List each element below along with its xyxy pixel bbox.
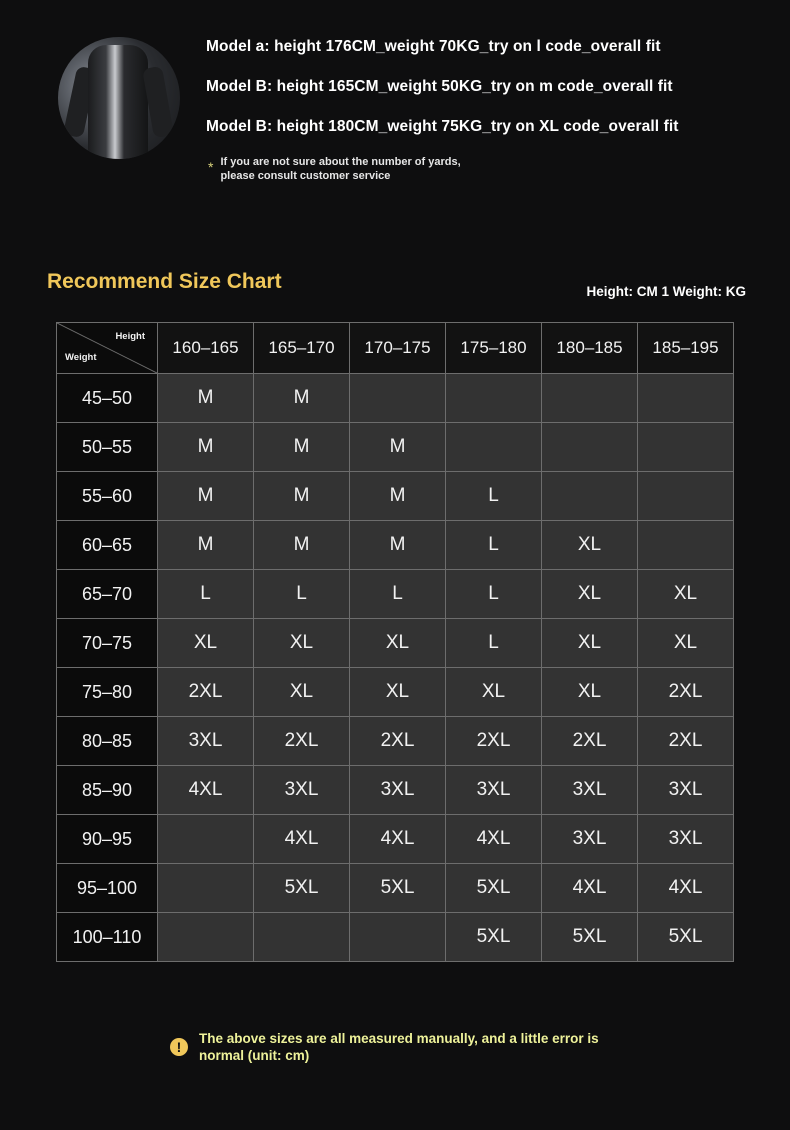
weight-axis-label: Weight xyxy=(65,352,97,363)
size-cell: M xyxy=(350,423,446,472)
size-cell: 4XL xyxy=(542,864,638,913)
consult-note-text: If you are not sure about the number of yards, please consult customer service xyxy=(220,156,461,182)
corner-cell xyxy=(57,323,158,374)
weight-header: 65–70 xyxy=(57,570,158,619)
consult-note xyxy=(208,155,470,183)
size-cell: XL xyxy=(446,668,542,717)
size-cell: XL xyxy=(542,619,638,668)
size-cell: XL xyxy=(542,668,638,717)
table-row xyxy=(57,668,734,717)
size-cell: 3XL xyxy=(254,766,350,815)
size-cell xyxy=(638,423,734,472)
size-cell xyxy=(446,423,542,472)
size-cell: M xyxy=(158,521,254,570)
height-header: 165–170 xyxy=(254,323,350,374)
size-cell: L xyxy=(350,570,446,619)
size-cell: XL xyxy=(638,619,734,668)
size-cell: 2XL xyxy=(638,668,734,717)
table-row xyxy=(57,717,734,766)
model-line: Model B: height 165CM_weight 50KG_try on m code_overall fit xyxy=(206,78,673,95)
size-cell: L xyxy=(446,472,542,521)
size-cell xyxy=(350,913,446,962)
star-icon: * xyxy=(208,159,214,175)
size-cell xyxy=(446,374,542,423)
table-row xyxy=(57,766,734,815)
size-cell: 5XL xyxy=(542,913,638,962)
size-cell: 2XL xyxy=(542,717,638,766)
size-cell: XL xyxy=(254,668,350,717)
size-cell: 3XL xyxy=(158,717,254,766)
size-cell xyxy=(254,913,350,962)
size-cell xyxy=(542,472,638,521)
size-cell: XL xyxy=(158,619,254,668)
size-cell: 3XL xyxy=(446,766,542,815)
model-jacket xyxy=(88,45,148,159)
height-header: 170–175 xyxy=(350,323,446,374)
weight-header: 50–55 xyxy=(57,423,158,472)
height-header: 160–165 xyxy=(158,323,254,374)
size-cell: 5XL xyxy=(350,864,446,913)
size-cell: XL xyxy=(350,668,446,717)
size-cell: XL xyxy=(254,619,350,668)
chart-title: Recommend Size Chart xyxy=(47,270,282,293)
size-cell: 2XL xyxy=(158,668,254,717)
weight-header: 80–85 xyxy=(57,717,158,766)
weight-header: 70–75 xyxy=(57,619,158,668)
size-cell: 2XL xyxy=(350,717,446,766)
size-cell: M xyxy=(158,423,254,472)
size-cell xyxy=(542,423,638,472)
model-line: Model B: height 180CM_weight 75KG_try on XL code_overall fit xyxy=(206,118,679,135)
model-photo xyxy=(58,37,180,159)
table-row xyxy=(57,521,734,570)
table-row xyxy=(57,619,734,668)
size-cell: L xyxy=(446,521,542,570)
measurement-note xyxy=(170,1030,629,1064)
chart-units: Height: CM 1 Weight: KG xyxy=(586,284,746,299)
size-cell: XL xyxy=(350,619,446,668)
model-info xyxy=(206,38,679,158)
size-cell xyxy=(158,864,254,913)
size-cell: 3XL xyxy=(542,766,638,815)
size-cell xyxy=(638,472,734,521)
size-cell: XL xyxy=(638,570,734,619)
size-cell: 4XL xyxy=(638,864,734,913)
size-cell: L xyxy=(446,570,542,619)
weight-header: 45–50 xyxy=(57,374,158,423)
size-cell xyxy=(158,815,254,864)
header-row xyxy=(57,323,734,374)
size-cell: 5XL xyxy=(638,913,734,962)
size-cell: 3XL xyxy=(638,766,734,815)
measurement-note-text: The above sizes are all measured manually, and a little error is normal (unit: cm) xyxy=(199,1031,599,1063)
table-row xyxy=(57,815,734,864)
size-cell xyxy=(350,374,446,423)
size-cell: 4XL xyxy=(158,766,254,815)
size-cell: M xyxy=(254,472,350,521)
weight-header: 95–100 xyxy=(57,864,158,913)
size-cell: M xyxy=(158,472,254,521)
size-cell xyxy=(158,913,254,962)
table-row xyxy=(57,570,734,619)
size-cell: XL xyxy=(542,570,638,619)
size-cell xyxy=(542,374,638,423)
size-cell: M xyxy=(350,472,446,521)
weight-header: 75–80 xyxy=(57,668,158,717)
size-chart-body xyxy=(57,374,734,962)
size-cell: L xyxy=(254,570,350,619)
size-cell: 3XL xyxy=(350,766,446,815)
weight-header: 90–95 xyxy=(57,815,158,864)
size-cell: M xyxy=(158,374,254,423)
table-row xyxy=(57,472,734,521)
size-cell: 5XL xyxy=(446,913,542,962)
size-cell: L xyxy=(446,619,542,668)
table-row xyxy=(57,864,734,913)
size-cell: XL xyxy=(542,521,638,570)
size-cell: 2XL xyxy=(638,717,734,766)
size-chart-table xyxy=(56,322,734,962)
size-cell: 4XL xyxy=(254,815,350,864)
height-header: 180–185 xyxy=(542,323,638,374)
size-cell: M xyxy=(254,423,350,472)
warning-icon: ! xyxy=(170,1038,188,1056)
table-row xyxy=(57,423,734,472)
table-row xyxy=(57,913,734,962)
size-cell: M xyxy=(254,374,350,423)
size-cell: 5XL xyxy=(446,864,542,913)
size-cell xyxy=(638,374,734,423)
size-cell: 4XL xyxy=(350,815,446,864)
size-cell: 2XL xyxy=(446,717,542,766)
size-cell: M xyxy=(350,521,446,570)
weight-header: 85–90 xyxy=(57,766,158,815)
weight-header: 60–65 xyxy=(57,521,158,570)
size-cell: 5XL xyxy=(254,864,350,913)
height-header: 175–180 xyxy=(446,323,542,374)
size-cell: M xyxy=(254,521,350,570)
size-cell: 3XL xyxy=(542,815,638,864)
size-cell: L xyxy=(158,570,254,619)
height-axis-label: Height xyxy=(115,331,145,342)
weight-header: 100–110 xyxy=(57,913,158,962)
table-row xyxy=(57,374,734,423)
weight-header: 55–60 xyxy=(57,472,158,521)
size-cell xyxy=(638,521,734,570)
height-header: 185–195 xyxy=(638,323,734,374)
size-cell: 2XL xyxy=(254,717,350,766)
size-cell: 4XL xyxy=(446,815,542,864)
size-cell: 3XL xyxy=(638,815,734,864)
model-line: Model a: height 176CM_weight 70KG_try on l code_overall fit xyxy=(206,38,661,55)
